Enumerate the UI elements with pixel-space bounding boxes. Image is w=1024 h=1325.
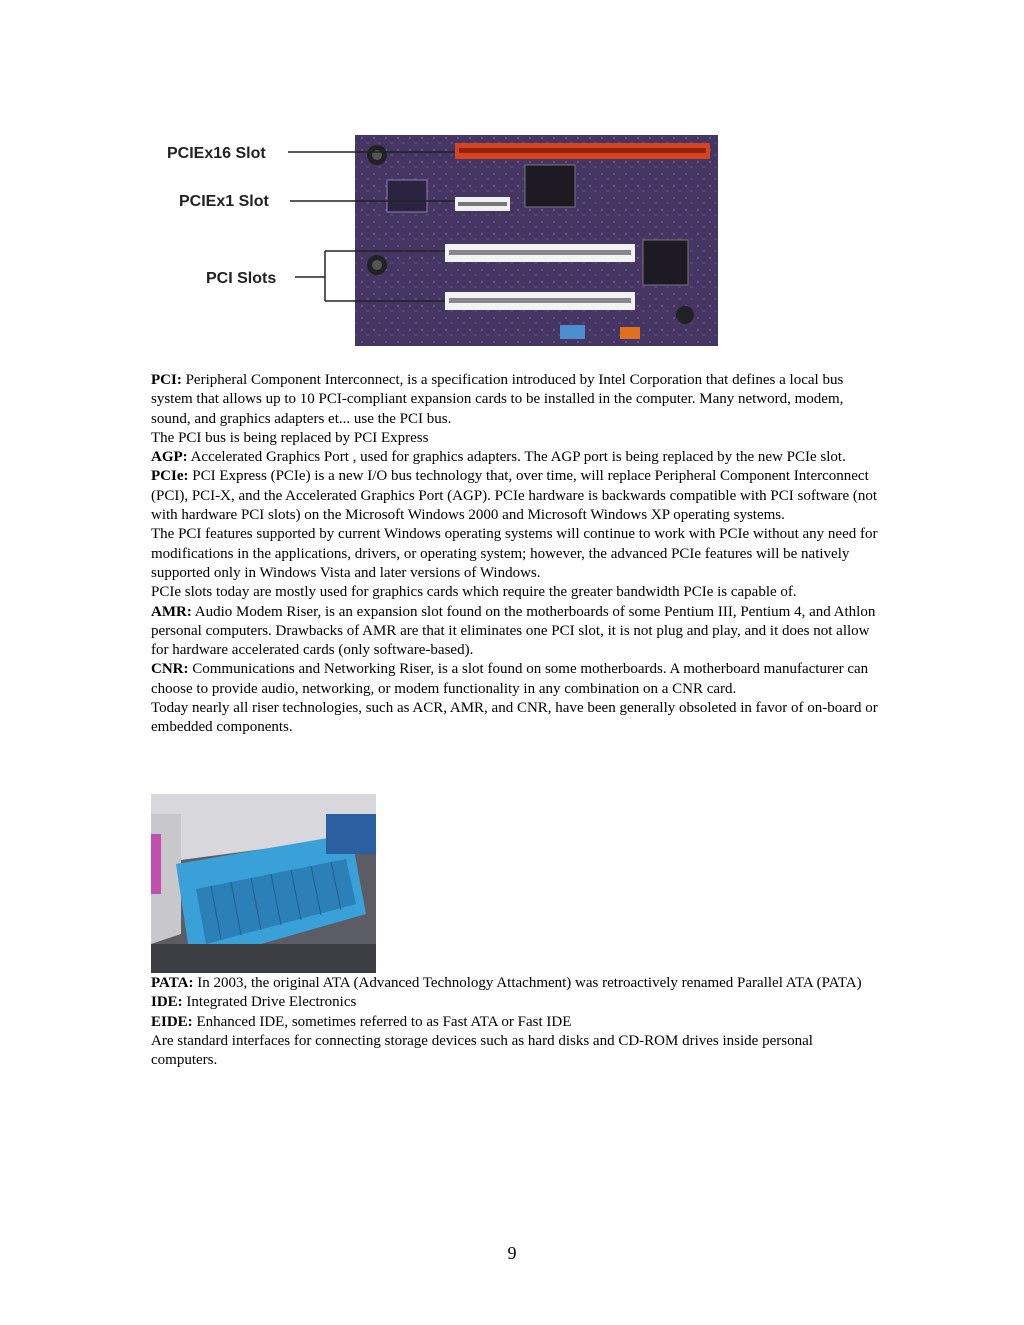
paragraph-text: PCIe slots today are mostly used for graphics cards which require the greater bandwidth PCIe is capable of. [151,584,797,601]
term-label: PCI: [151,372,182,388]
paragraph [151,993,881,1012]
term-label: AGP: [151,449,188,466]
paragraph [151,525,881,583]
term-label: CNR: [151,661,189,678]
paragraph [151,583,881,602]
paragraph-text: Peripheral Component Interconnect, is a specification introduced by Intel Corporation that defines a local bus system that allows up to 10 PCI-compliant expansion cards to be installed in the computer. Many netword, modem, sound, and graphics adapters et... use the PCI bus. [151,372,844,427]
term-label: PATA: [151,975,194,991]
motherboard-slots-figure [155,135,718,346]
term-label: IDE: [151,994,183,1011]
paragraph-text: PCI Express (PCIe) is a new I/O bus technology that, over time, will replace Peripheral Component Interconnect (PCI), PCI-X, and the Accelerated Graphics Port (AGP). PCIe hardware is backwards compatible with PCI software (not with hardware PCI slots) on the Microsoft Windows 2000 and Microsoft Windows XP operating systems. [151,468,878,524]
paragraph [151,371,881,429]
paragraph-text: The PCI features supported by current Windows operating systems will continue to work with PCIe without any need for modifications in the applications, drivers, or operating system; however, the advanced PCIe features will be natively supported only in Windows Vista and later versions of Windows. [151,526,878,581]
paragraph-text: Accelerated Graphics Port , used for graphics adapters. The AGP port is being replaced by the new PCIe slot. [187,449,846,466]
paragraph [151,603,881,661]
paragraph [151,660,881,699]
paragraph-text: Enhanced IDE, sometimes referred to as Fast ATA or Fast IDE [192,1013,572,1030]
paragraph [151,429,881,448]
paragraph [151,974,881,993]
ide-connector-figure [151,794,376,973]
paragraph-text: Integrated Drive Electronics [182,994,357,1011]
paragraph [151,448,881,467]
paragraph-text: Are standard interfaces for connecting storage devices such as hard disks and CD-ROM drives inside personal computers. [151,1032,813,1069]
label-pciex16: PCIEx16 Slot [167,145,266,162]
paragraph-text: The PCI bus is being replaced by PCI Express [151,429,429,446]
paragraph [151,699,881,738]
paragraph [151,1032,881,1071]
paragraph-text: Communications and Networking Riser, is a slot found on some motherboards. A motherboard manufacturer can choose to provide audio, networking, or modem functionality in any combination on a CNR card. [151,661,869,697]
paragraph-text: Today nearly all riser technologies, such as ACR, AMR, and CNR, have been generally obsoleted in favor of on-board or embedded components. [151,700,878,736]
paragraph-text: In 2003, the original ATA (Advanced Technology Attachment) was retroactively renamed Parallel ATA (PATA) [193,975,862,991]
term-label: AMR: [151,603,192,620]
label-pci-slots: PCI Slots [206,270,277,287]
page-number: 9 [507,1243,517,1263]
ide-definitions-text [151,974,881,1070]
paragraph-text: Audio Modem Riser, is an expansion slot found on the motherboards of some Pentium III, Pentium 4, and Athlon personal computers. Drawbacks of AMR are that it eliminates one PCI slot, it is not plug and play, and it does not allow for hardware accelerated cards (only software-based). [151,603,876,659]
term-label: PCIe: [151,468,189,485]
label-pciex1: PCIEx1 Slot [179,193,269,210]
paragraph [151,467,881,525]
term-label: EIDE: [151,1013,193,1030]
slot-definitions-text [151,371,881,738]
paragraph [151,1013,881,1032]
